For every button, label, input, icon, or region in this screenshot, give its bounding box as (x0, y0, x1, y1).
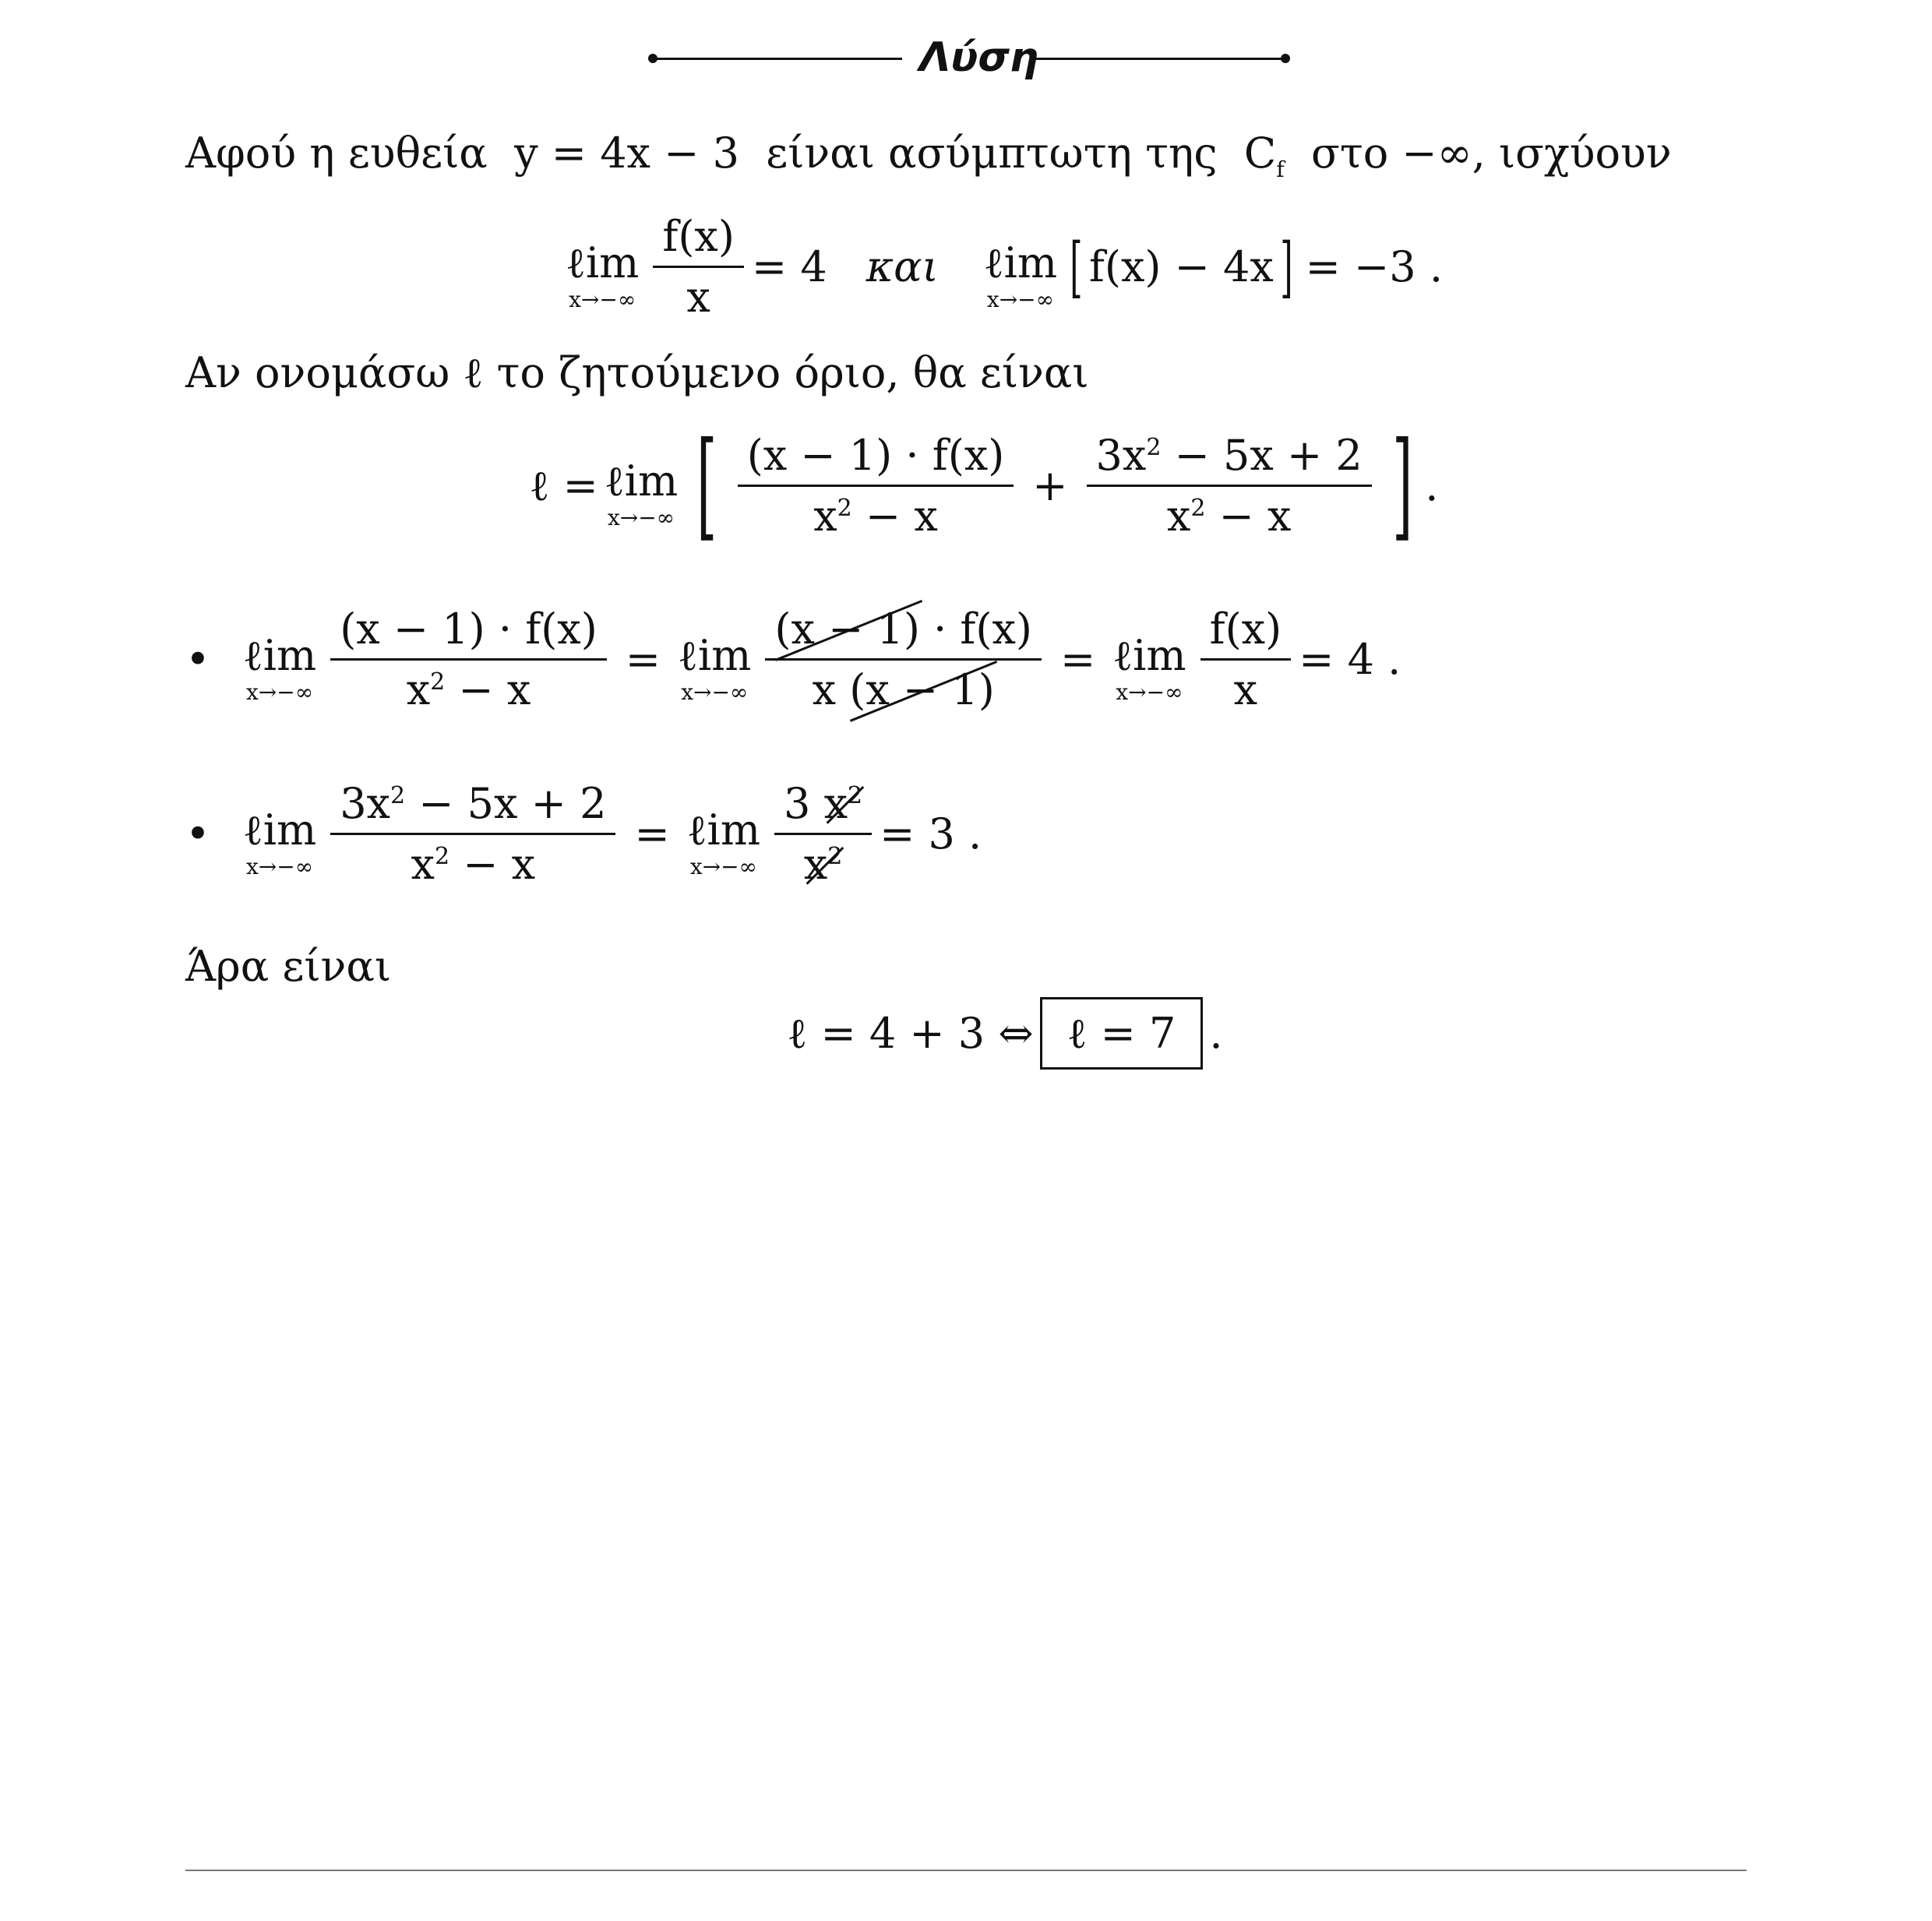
title-rule-right (1030, 58, 1285, 60)
big-bracket-close: ] (1391, 418, 1413, 553)
ell-equals: ℓ = (529, 460, 598, 510)
plus-sign: + (1032, 460, 1068, 510)
period: . (1425, 460, 1439, 510)
final-period: . (1209, 1009, 1223, 1058)
result-b2: = 3 . (880, 809, 982, 858)
and-word: και (866, 242, 939, 291)
bracket-content: f(x) − 4x (1088, 242, 1274, 291)
curve-name: $C_f$ (1243, 129, 1285, 182)
big-bracket-open: [ (696, 418, 717, 553)
intro-line (185, 129, 1672, 182)
limit-operator: ℓim x→−∞ (686, 805, 761, 879)
footer-rule (185, 1870, 1747, 1871)
intro-text-2: είναι ασύμπτωτη της (766, 129, 1218, 178)
fraction-b2-2-cancel: $\frac{3 x^2}{x^2}$ (774, 779, 872, 889)
ell-symbol: ℓ (463, 348, 484, 397)
limit-operator: ℓim x→−∞ (604, 456, 679, 530)
limit-operator: ℓim x→−∞ (566, 238, 640, 312)
bullet-item-1 (185, 604, 1401, 714)
final-lhs: ℓ = 4 + 3 ⇔ (787, 1009, 1034, 1058)
title-rule-left-dot (648, 54, 658, 63)
final-equation (0, 997, 1932, 1070)
intro-text-3: στο (1310, 129, 1389, 178)
intro-text-1: Αφού η ευθεία (185, 129, 488, 178)
bracket-open: [ (1070, 228, 1083, 305)
bullet-marker: • (185, 809, 210, 858)
cancelled-factor: $x^2$ (803, 840, 843, 889)
equals-sign: = (625, 635, 661, 684)
equation-limit-definition (0, 418, 1932, 553)
equals-sign: = (634, 809, 670, 858)
boxed-answer: ℓ = 7 (1040, 997, 1204, 1070)
intro-text-4: , ισχύουν (1472, 129, 1672, 178)
result-4: = 4 (751, 242, 827, 291)
cancelled-factor: (x − 1) (849, 665, 995, 714)
fraction-fx-over-x: $\frac{f(x)}{x}$ (653, 212, 744, 322)
conclusion-text: Άρα είναι (185, 942, 391, 991)
fraction-term-1: $\frac{(x - 1) \cdot f(x)}{x^2 - x}$ (738, 431, 1014, 541)
result-b1: = 4 . (1299, 635, 1401, 684)
limit-operator: ℓim x→−∞ (983, 238, 1058, 312)
fraction-b1-2-cancel: $\frac{(x - 1) \cdot f(x)}{x (x - 1)}$ (765, 604, 1042, 714)
section-title: Λύση (919, 34, 1038, 81)
equals-sign: = (1060, 635, 1096, 684)
fraction-b1-3: $\frac{f(x)}{x}$ (1200, 604, 1292, 714)
cancelled-factor: (x − 1) (774, 604, 920, 654)
fraction-b1-1: $\frac{(x - 1) \cdot f(x)}{x^2 - x}$ (330, 604, 607, 714)
limit-operator: ℓim x→−∞ (242, 805, 317, 879)
equation-limits-asymptote (0, 212, 1932, 322)
limit-operator: ℓim x→−∞ (1112, 630, 1186, 705)
fraction-term-2: $\frac{3x^2 - 5x + 2}{x^2 - x}$ (1087, 431, 1372, 541)
limit-operator: ℓim x→−∞ (678, 630, 752, 705)
bullet-item-2 (185, 779, 982, 889)
result-minus-3: = −3 . (1305, 242, 1443, 291)
bracket-close: ] (1280, 228, 1293, 305)
limit-operator: ℓim x→−∞ (242, 630, 317, 705)
cancelled-factor: $x^2$ (823, 779, 863, 828)
title-rule-left (653, 58, 902, 60)
bullet-marker: • (185, 635, 210, 684)
neg-infinity: −∞ (1401, 129, 1472, 178)
title-rule-right-dot (1281, 54, 1290, 63)
fraction-b2-1: $\frac{3x^2 - 5x + 2}{x^2 - x}$ (330, 779, 615, 889)
asymptote-equation: y = 4x − 3 (514, 129, 739, 178)
define-line: Αν ονομάσω ℓ το ζητούμενο όριο, θα είναι (185, 348, 1089, 397)
